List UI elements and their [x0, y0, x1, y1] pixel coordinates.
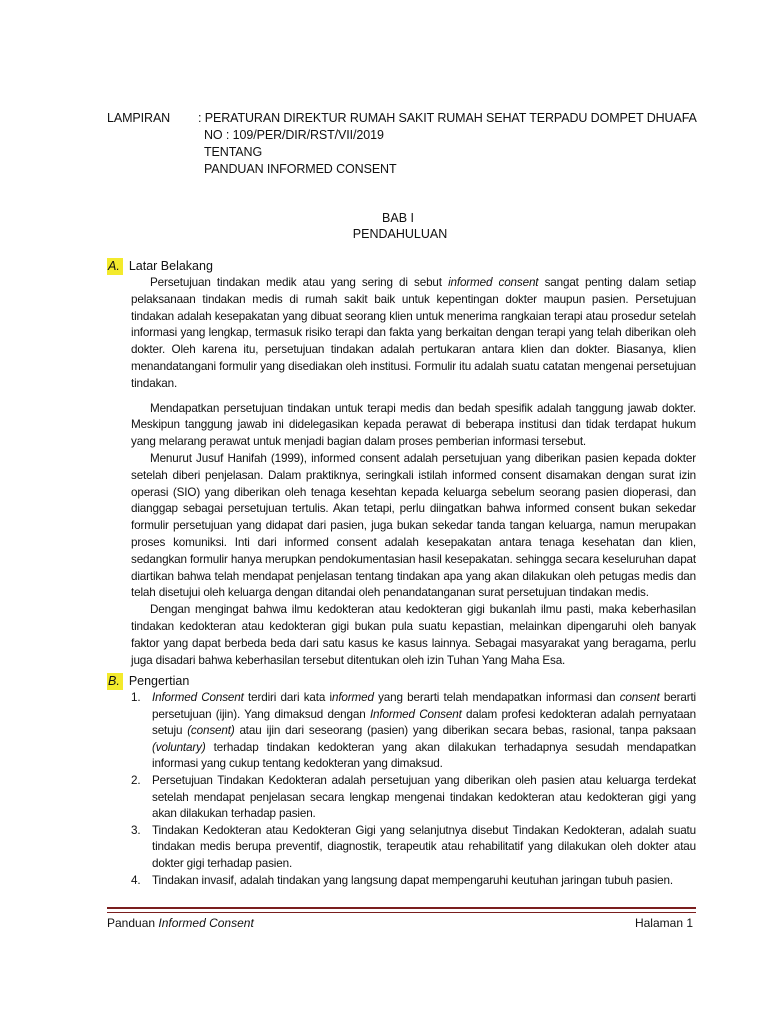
paragraph-4: Dengan mengingat bahwa ilmu kedokteran atau kedokteran gigi bukanlah ilmu pasti, maka keberhasilan tindakan kedokteran atau kedokteran gigi bukan pula suatu kepastian, melainkan dipengaruhi oleh banyak faktor yang dapat berbeda beda dari satu kasus ke kasus lainnya. Sebagai masyarakat yang beragama, perlu juga disadari bahwa keberhasilan tersebut ditentukan oleh izin Tuhan Yang Maha Esa.	[131, 603, 696, 667]
paragraph-1	[131, 275, 696, 393]
attachment-label: LAMPIRAN	[107, 111, 171, 125]
list-item-number: 4.	[131, 873, 141, 887]
italic-term: (consent)	[187, 724, 235, 738]
italic-term: Informed Consent	[152, 691, 244, 704]
text-segment: terhadap tindakan kedokteran yang akan dilakukan terhadapnya sesudah mendapatkan informasi yang cukup tentang kedokteran yang dimaksud.	[152, 740, 696, 771]
paragraph-1-text-a: Persetujuan tindakan medik atau yang sering di sebut	[150, 276, 449, 289]
list-item	[131, 773, 696, 823]
chapter-number: BAB I	[382, 211, 414, 225]
list-item-number: 1.	[131, 691, 141, 704]
list-item	[131, 873, 696, 890]
footer-document-title	[107, 915, 254, 931]
footer-title-text: Panduan	[107, 916, 159, 930]
text-segment: terdiri dari kata i	[243, 691, 332, 704]
paragraph-2: Mendapatkan persetujuan tindakan untuk terapi medis dan bedah spesifik adalah tanggung jawab dokter. Meskipun tanggung jawab ini didelegasikan kepada perawat di beberapa institusi dan tidak terdapat hukum yang melarang perawat untuk menjadi bagian dalam proses pemberian informasi tersebut.	[131, 401, 696, 449]
attachment-header	[107, 110, 697, 178]
list-item-text: Tindakan Kedokteran atau Kedokteran Gigi yang selanjutnya disebut Tindakan Kedokteran, adalah suatu tindakan medis berupa preventif, diagnostik, terapeutik atau rehabilitatif yang dilakukan oleh dokter atau dokter gigi terhadap pasien.	[152, 823, 696, 870]
regulation-number: NO : 109/PER/DIR/RST/VII/2019	[204, 128, 384, 142]
list-item-text: Persetujuan Tindakan Kedokteran adalah persetujuan yang diberikan oleh pasien atau keluarga terdekat setelah mendapat penjelasan secara lengkap mengenai tindakan kedokteran atau kedokteran gigi yang akan dilakukan terhadap pasien.	[152, 773, 696, 821]
section-a-letter: A.	[107, 258, 123, 275]
list-item-number: 3.	[131, 823, 141, 837]
regulation-title: : PERATURAN DIREKTUR RUMAH SAKIT RUMAH SEHAT TERPADU DOMPET DHUAFA	[198, 111, 697, 125]
definitions-list	[131, 690, 696, 889]
text-segment: yang berarti telah mendapatkan informasi dan	[373, 691, 620, 704]
regulation-about: TENTANG	[204, 145, 263, 159]
italic-term: Informed Consent	[369, 707, 462, 721]
section-b-heading	[107, 673, 189, 690]
page-number: Halaman 1	[634, 916, 693, 930]
list-item	[131, 690, 696, 773]
section-a-body	[131, 275, 696, 669]
list-item-number: 2.	[131, 773, 141, 787]
section-a-title: Latar Belakang	[128, 259, 213, 273]
italic-term: nformed	[331, 691, 374, 704]
chapter-title: PENDAHULUAN	[352, 227, 448, 241]
text-segment: dalam profesi kedokteran adalah pernyataan setuju	[152, 707, 696, 738]
list-item	[131, 823, 696, 873]
regulation-subject: PANDUAN INFORMED CONSENT	[204, 162, 397, 176]
footer-divider-thin	[107, 912, 696, 913]
section-a-heading	[107, 258, 213, 275]
paragraph-3: Menurut Jusuf Hanifah (1999), informed consent adalah persetujuan yang diberikan pasien kepada dokter setelah diberi penjelasan. Dalam praktiknya, seringkali istilah informed consent disamakan dengan surat izin operasi (SIO) yang diberikan oleh tenaga kesehtan kepada keluarga sebelum seorang pasien dioperasi, dan dianggap sebagai persetujuan tertulis. Akan tetapi, perlu diingatkan bahwa informed consent bukan sekedar formulir persetujuan yang didapat dari pasien, juga bukan sekedar tanda tangan keluarga, namun merupakan proses komuniksi. Inti dari informed consent adalah kesepakatan antara tenaga kesehatan dan klien, sedangkan formulir hanya merupkan pendokumentasian hasil kesepakatan. sehingga secara keseluruhan dapat diartikan bahwa telah mendapat penjelasan tentang tindakan apa yang akan dilakukan oleh petugas medis dan telah disetujui oleh keluarga dengan ditandai oleh penandatanganan surat persetujuan tindakan medis.	[131, 451, 696, 600]
footer-divider	[107, 907, 696, 909]
paragraph-1-text-b: sangat penting dalam setiap pelaksanaan tindakan medis di rumah sakit baik untuk kepentingan dokter maupun pasien. Persetujuan tindakan adalah kesepakatan yang dibuat seorang klien untuk menerima rangkaian terapi atau prosedur setelah informasi yang lengkap, termasuk risiko terapi dan fakta yang berkaitan dengan terapi yang telah diberikan oleh dokter. Oleh karena itu, persetujuan tindakan adalah pertukaran antara klien dan dokter. Biasanya, klien menandatangani formulir yang disediakan oleh institusi. Formulir itu adalah suatu catatan mengenai persetujuan tindakan.	[131, 276, 696, 390]
paragraph-1-italic-term: informed consent	[448, 276, 539, 289]
text-segment: berarti persetujuan (ijin). Yang dimaksud dengan	[152, 691, 696, 721]
italic-term: consent	[619, 691, 660, 704]
list-item-text	[152, 690, 696, 773]
italic-term: (voluntary)	[152, 740, 206, 754]
list-item-text: Tindakan invasif, adalah tindakan yang langsung dapat mempengaruhi keutuhan jaringan tubuh pasien.	[152, 873, 673, 887]
text-segment: atau ijin dari seseorang (pasien) yang diberikan secara bebas, rasional, tanpa paksaan	[234, 724, 696, 738]
section-b-letter: B.	[107, 673, 123, 690]
footer-title-italic: Informed Consent	[158, 916, 254, 930]
section-b-title: Pengertian	[128, 674, 190, 688]
